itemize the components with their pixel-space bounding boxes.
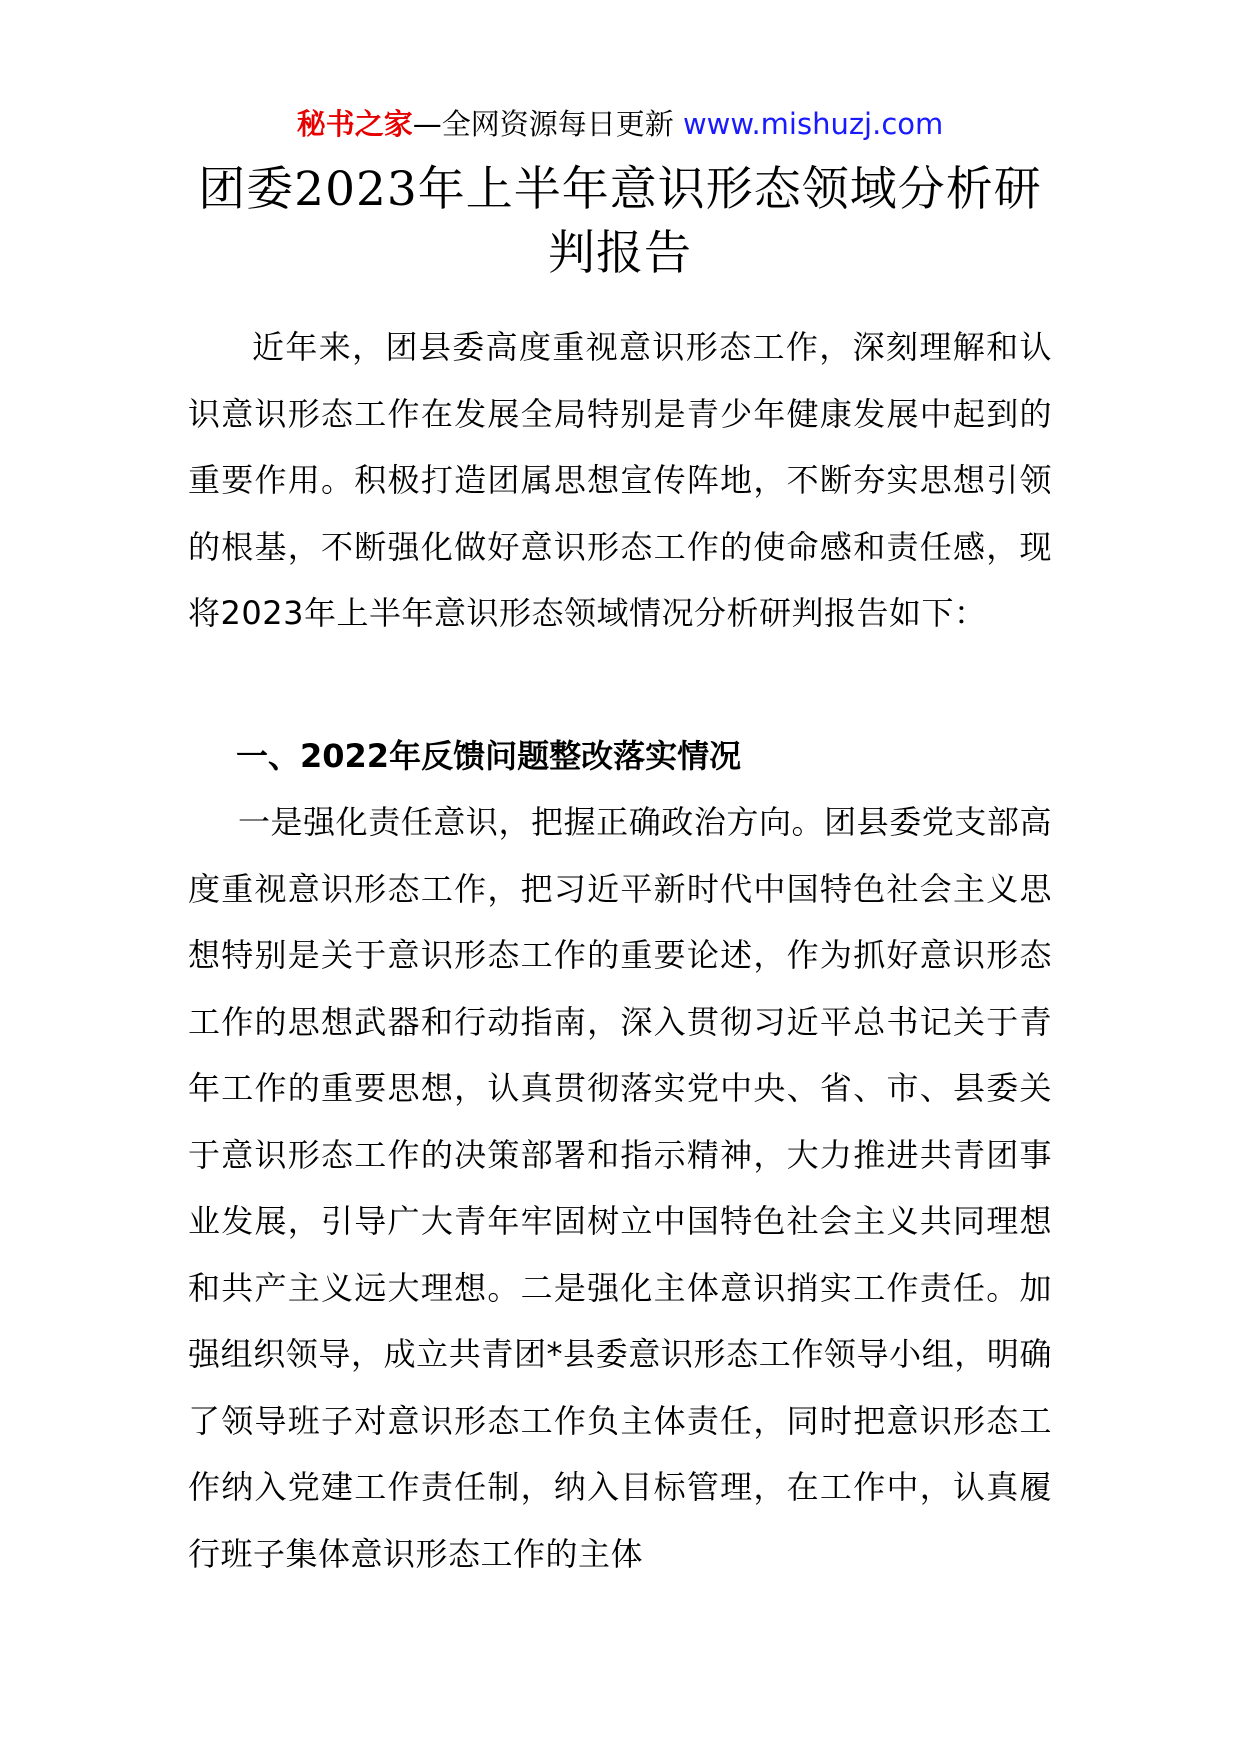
site-tagline: —全网资源每日更新 (412, 107, 674, 141)
site-name[interactable]: 秘书之家 (296, 107, 413, 141)
site-url-link[interactable]: www.mishuzj.com (682, 107, 944, 141)
section-heading: 一、2022年反馈问题整改落实情况 (236, 737, 742, 775)
intro-paragraph: 近年来，团县委高度重视意识形态工作，深刻理解和认识意识形态工作在发展全局特别是青少年健康发展中起到的重要作用。积极打造团属思想宣传阵地，不断夯实思想引领的根基，不断强化做好意识形态工作的使命感和责任感，现将2023年上半年意识形态领域情况分析研判报告如下： (188, 328, 1052, 632)
document-title: 团委2023年上半年意识形态领域分析研判报告 (198, 162, 1042, 281)
site-header (0, 104, 1240, 144)
section-paragraph: 一是强化责任意识，把握正确政治方向。团县委党支部高度重视意识形态工作，把习近平新时代中国特色社会主义思想特别是关于意识形态工作的重要论述，作为抓好意识形态工作的思想武器和行动指南，深入贯彻习近平总书记关于青年工作的重要思想，认真贯彻落实党中央、省、市、县委关于意识形态工作的决策部署和指示精神，大力推进共青团事业发展，引导广大青年牢固树立中国特色社会主义共同理想和共产主义远大理想。二是强化主体意识捎实工作责任。加强组织领导，成立共青团*县委意识形态工作领导小组，明确了领导班子对意识形态工作负主体责任，同时把意识形态工作纳入党建工作责任制，纳入目标管理，在工作中，认真履行班子集体意识形态工作的主体 (188, 803, 1052, 1573)
